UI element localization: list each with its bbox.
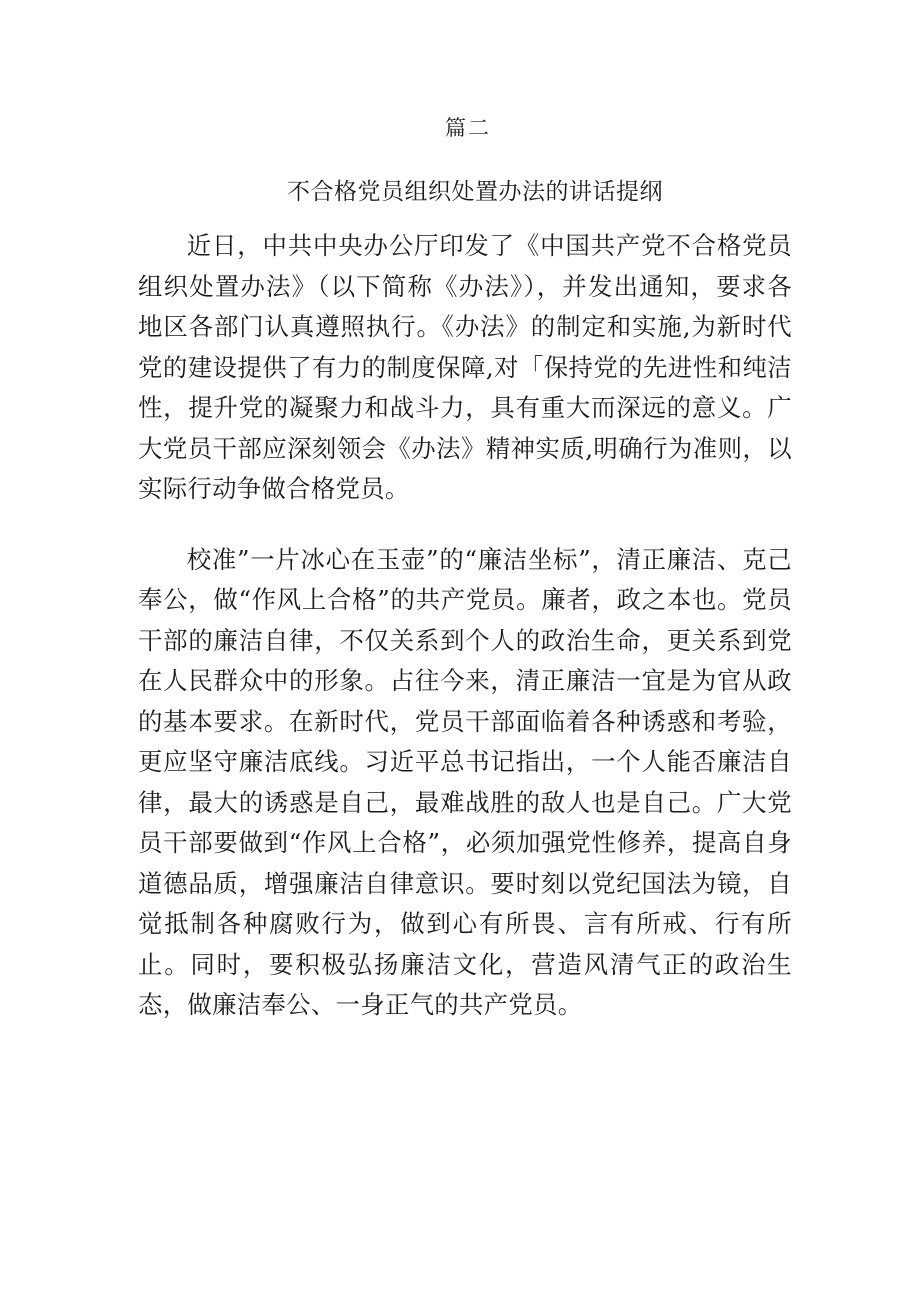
section-label: 篇二 [445,116,491,140]
paragraph-integrity: 校准”一片冰心在玉壶”的“廉洁坐标”，清正廉洁、克己奉公，做“作风上合格”的共产党员。廉者，政之本也。党员干部的廉洁自律，不仅关系到个人的政治生命，更关系到党在人民群众中的形象。占往今来，清正廉洁一宜是为官从政的基本要求。在新时代，党员干部面临着各种诱惑和考验，更应坚守廉洁底线。习近平总书记指出，一个人能否廉洁自律，最大的诱惑是自己，最难战胜的敌人也是自己。广大党员干部要做到“作风上合格”，必须加强党性修养，提高自身道德品质，增强廉洁自律意识。要时刻以党纪国法为镜，自觉抵制各种腐败行为，做到心有所畏、言有所戒、行有所止。同时，要积极弘扬廉洁文化，营造风清气正的政治生态，做廉洁奉公、一身正气的共产党员。 [138,544,792,1019]
document-title: 不合格党员组织处置办法的讲话提纲 [287,179,663,205]
paragraph-intro: 近日，中共中央办公厅印发了《中国共产党不合格党员组织处置办法》（以下简称《办法》），并发出通知，要求各地区各部门认真遵照执行。《办法》的制定和实施,为新时代党的建设提供了有力的制度保障,对「保持党的先进性和纯洁性，提升党的凝聚力和战斗力，具有重大而深远的意义。广大党员干部应深刻领会《办法》精神实质,明确行为准则，以实际行动争做合格党员。 [138,231,792,503]
